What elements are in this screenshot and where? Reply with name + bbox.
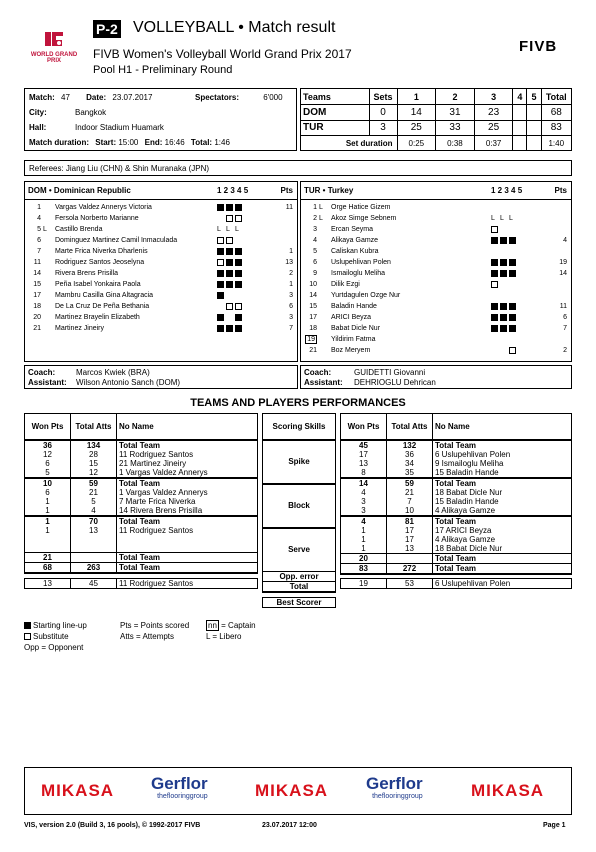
player-name: Caliskan Kubra [331,248,379,255]
match-info [24,88,297,151]
event-name: FIVB Women's Volleyball World Grand Prix 2017 [93,47,352,61]
player-points: 11 [559,303,567,310]
substitute-square-icon [491,226,498,233]
player-number: 18 [33,303,41,310]
player-name: Dilik Ezgi [331,281,360,288]
player-row [25,269,297,279]
player-row [25,214,297,224]
team-total-row: 10 59 Total Team [25,478,258,488]
player-sets [491,335,518,345]
hall-row [29,123,164,132]
player-points: 4 [563,237,567,244]
starting-square-icon [500,237,507,244]
assistant-row: Assistant: Wilson Antonio Sanch (DOM) [28,378,181,387]
substitute-square-icon [226,215,233,222]
player-row: 1 4 14 Rivera Brens Prisilla [25,506,258,516]
player-row [301,203,571,213]
start-label: Start: [95,138,117,147]
player-row [25,313,297,323]
player-sets [217,258,244,268]
player-number: 20 [33,314,41,321]
player-sets [217,313,244,323]
starting-square-icon [235,259,242,266]
player-name: ARICI Beyza [331,314,372,321]
player-number: 9 [313,270,317,277]
total-row: 68 263 Total Team [25,563,258,574]
player-sets [217,214,244,224]
best-scorer-row: 19 53 6 Uslupehlivan Polen [341,579,572,589]
opp_error-row: 20 Total Team [341,553,572,563]
substitute-square-icon [217,259,224,266]
player-points: 6 [563,314,567,321]
skill-name: Total [263,582,336,593]
starting-square-icon [500,325,507,332]
spectators-label: Spectators: [195,93,240,102]
player-row [25,544,258,553]
player-points: 2 [563,347,567,354]
player-sets [491,225,518,235]
player-number: 5 [37,226,41,233]
starting-square-icon [500,314,507,321]
player-sets [217,203,244,213]
player-sets [491,203,518,213]
substitute-square-icon [217,237,224,244]
player-number: 4 [37,215,41,222]
starting-square-icon [235,204,242,211]
starting-square-icon [500,270,507,277]
roster-pts-header: Pts [280,186,293,195]
player-sets [217,302,244,312]
skill-name: Best Scorer [263,597,336,607]
score-header-row: Teams Sets 1 2 3 4 5 Total [301,89,571,105]
starting-square-icon [217,204,224,211]
player-row [301,291,571,301]
page-title: VOLLEYBALL • Match result [133,19,336,36]
coach-row: Coach: Marcos Kwiek (BRA) [28,368,150,377]
starting-square-icon [235,314,242,321]
player-row: 5 12 1 Vargas Valdez Annerys [25,468,258,478]
document-code: P-2 [93,20,121,38]
duration-label: Match duration: [29,138,89,147]
skills-header: Scoring Skills [263,414,336,440]
player-number: 7 [37,248,41,255]
libero-mark: L [235,226,239,233]
legend-opponent: Opp = Opponent [24,643,84,652]
duration-row [29,138,230,147]
player-number: 14 [33,270,41,277]
player-points: 1 [289,281,293,288]
performance-header: Won Pts Total Atts No Name [341,414,572,440]
player-number: 11 [33,259,41,266]
starting-square-icon [491,314,498,321]
spectators-count: 6'000 [263,93,283,102]
coach-box-dom [24,365,298,389]
skill-name: Block [263,484,336,528]
performance-header: Won Pts Total Atts No Name [25,414,258,440]
performance-right-table [340,413,572,589]
legend-substitute: Substitute [24,632,69,641]
skill-name: Opp. error [263,572,336,582]
player-row: 1 13 11 Rodriguez Santos [25,526,258,535]
starting-square-icon [235,281,242,288]
wgp-logo-icon [43,28,65,50]
player-libero: L [319,215,323,222]
wgp-logo-text: WORLD GRAND PRIX [30,52,78,64]
starting-square-icon [217,270,224,277]
mikasa-logo: MIKASA [41,781,115,800]
libero-mark: L [500,215,504,222]
player-number: 15 [309,303,317,310]
set-duration-row: Set duration 0:25 0:38 0:37 1:40 [301,136,571,152]
player-sets [217,324,244,334]
player-name: Babat Dicle Nur [331,325,381,332]
player-name: Rivera Brens Prisilla [55,270,119,277]
player-row [301,247,571,257]
starting-square-icon [509,325,516,332]
score-table [300,88,572,151]
player-row [301,346,571,356]
starting-square-icon [509,303,516,310]
player-sets [491,324,518,334]
substitute-square-icon [235,303,242,310]
starting-square-icon [500,303,507,310]
player-name: Mambru Casilla Gina Altagracia [55,292,154,299]
gerflor-logo: Gerflor theflooringgroup [366,774,423,800]
player-sets [217,247,244,257]
roster-title: DOM • Dominican Republic [28,186,131,195]
wgp-logo [27,28,81,74]
player-number: 17 [309,314,317,321]
city-row [29,108,107,117]
starting-square-icon [509,270,516,277]
player-sets [491,269,518,279]
player-row [25,324,297,334]
score-row-tur: TUR 3 25 33 25 83 [301,120,571,136]
player-number: 3 [313,226,317,233]
spectators-row [195,93,283,102]
player-number: 15 [33,281,41,288]
roster-dom [24,181,298,362]
starting-square-icon [491,270,498,277]
player-number: 14 [309,292,317,299]
starting-square-icon [217,281,224,288]
player-row: 3 7 15 Baladin Hande [341,497,572,506]
player-sets [491,214,518,224]
hall-value: Indoor Stadium Huamark [75,123,164,132]
player-number: 21 [309,347,317,354]
player-libero: L [319,204,323,211]
starting-square-icon [217,248,224,255]
city-label: City: [29,108,47,117]
player-row: 1 17 17 ARICI Beyza [341,526,572,535]
player-points: 13 [285,259,293,266]
player-number: 19 [307,336,315,343]
fivb-logo [519,38,557,55]
player-row: 3 10 4 Alikaya Gamze [341,506,572,516]
player-row [301,236,571,246]
mikasa-logo: MIKASA [471,781,545,800]
player-row [301,269,571,279]
player-sets [217,269,244,279]
starting-square-icon [491,259,498,266]
player-row [301,313,571,323]
team-total-row: 14 59 Total Team [341,478,572,488]
footer-page: Page 1 [543,822,566,829]
starting-square-icon [226,325,233,332]
player-row [25,203,297,213]
starting-square-icon [24,622,31,629]
total-label: Total: [190,138,213,147]
player-name: Yildirim Fatma [331,336,376,343]
player-row [301,225,571,235]
player-number: 17 [33,292,41,299]
player-name: Martinez Jineiry [55,325,105,332]
legend-attempts: Atts = Attempts [120,632,175,641]
player-points: 2 [289,270,293,277]
legend-starting: Starting line-up [24,621,87,630]
player-name: Alikaya Gamze [331,237,379,244]
starting-square-icon [226,204,233,211]
performance-left-table [24,413,258,589]
libero-mark: L [217,226,221,233]
player-name: Rodriguez Santos Jeoselyna [55,259,145,266]
roster-sets-header: 1 2 3 4 5 [491,186,523,195]
assistant-row: Assistant: DEHRIOGLU Dehrican [304,378,436,387]
player-row [25,535,258,544]
player-sets [217,225,244,235]
player-name: Martinez Brayelin Elizabeth [55,314,140,321]
player-row: 17 36 6 Uslupehlivan Polen [341,450,572,459]
starting-square-icon [235,325,242,332]
starting-square-icon [500,259,507,266]
player-name: Marte Frica Niverka Dharlenis [55,248,148,255]
player-number: 4 [313,237,317,244]
player-row: 1 13 18 Babat Dicle Nur [341,544,572,554]
player-number: 5 [313,248,317,255]
player-sets [491,280,518,290]
gerflor-logo: Gerflor theflooringgroup [151,774,208,800]
libero-mark: L [226,226,230,233]
starting-square-icon [491,303,498,310]
skill-name: Serve [263,528,336,572]
player-points: 14 [559,270,567,277]
skill-name: Spike [263,440,336,484]
team-total-row: 45 132 Total Team [341,440,572,450]
substitute-square-icon [226,303,233,310]
player-points: 7 [289,325,293,332]
end-label: End: [144,138,163,147]
player-number: 2 [313,215,317,222]
starting-square-icon [235,270,242,277]
player-name: Ismailoglu Meliha [331,270,386,277]
player-row [301,258,571,268]
player-number: 21 [33,325,41,332]
player-name: Castillo Brenda [55,226,103,233]
player-row [301,335,571,345]
player-libero: L [43,226,47,233]
player-name: Yurtdagulen Ozge Nur [331,292,401,299]
player-row [25,247,297,257]
footer-timestamp: 23.07.2017 12:00 [262,822,317,829]
legend-points: Pts = Points scored [120,621,190,630]
starting-square-icon [509,259,516,266]
player-name: Fersola Norberto Marianne [55,215,139,222]
coach-box-tur [300,365,572,389]
player-row [25,302,297,312]
substitute-square-icon [235,215,242,222]
player-row [25,291,297,301]
player-row: 8 35 15 Baladin Hande [341,468,572,478]
player-row [301,280,571,290]
player-number: 18 [309,325,317,332]
player-row [301,324,571,334]
player-points: 1 [289,248,293,255]
starting-square-icon [217,314,224,321]
player-row: 4 21 18 Babat Dicle Nur [341,488,572,497]
player-row [25,280,297,290]
player-sets [491,247,518,257]
player-name: De La Cruz De Peña Bethania [55,303,150,310]
player-name: Baladin Hande [331,303,377,310]
performance-title: TEAMS AND PLAYERS PERFORMANCES [190,397,406,409]
mikasa-logo: MIKASA [255,781,329,800]
total-row: 83 272 Total Team [341,563,572,574]
player-sets [491,346,518,356]
starting-square-icon [235,248,242,255]
player-number: 1 [313,204,317,211]
player-sets [491,258,518,268]
player-row [301,302,571,312]
match-row [29,93,152,102]
fivb-logo-text: FIVB [519,38,558,55]
team-total-row: 4 81 Total Team [341,516,572,526]
team-total-row: 1 70 Total Team [25,516,258,526]
starting-square-icon [226,270,233,277]
roster-sets-header: 1 2 3 4 5 [217,186,249,195]
player-name: Uslupehlivan Polen [331,259,391,266]
match-label: Match: [29,93,55,102]
starting-square-icon [509,237,516,244]
player-points: 6 [289,303,293,310]
player-row [301,214,571,224]
player-row: 12 28 11 Rodriguez Santos [25,450,258,459]
start-time: 15:00 [118,138,139,147]
player-row: 6 15 21 Martinez Jineiry [25,459,258,468]
player-points: 3 [289,314,293,321]
roster-tur [300,181,572,362]
player-points: 3 [289,292,293,299]
coach-row: Coach: GUIDETTI Giovanni [304,368,426,377]
referees: Referees: Jiang Liu (CHN) & Shin Muranaka (JPN) [24,160,572,176]
starting-square-icon [491,237,498,244]
match-number: 47 [61,93,70,102]
starting-square-icon [509,314,516,321]
substitute-square-icon [509,347,516,354]
legend-captain: nn = Captain [208,621,256,630]
substitute-square-icon [24,633,31,640]
starting-square-icon [226,248,233,255]
best-scorer-row: 13 45 11 Rodriguez Santos [25,578,258,588]
score-row-dom: DOM 0 14 31 23 68 [301,105,571,121]
player-number: 10 [309,281,317,288]
player-name: Akoz Simge Sebnem [331,215,397,222]
player-name: Vargas Valdez Annerys Victoria [55,204,152,211]
starting-square-icon [491,325,498,332]
end-time: 16:46 [164,138,185,147]
starting-square-icon [226,281,233,288]
performance-skills-table [262,413,336,608]
player-row: 6 21 1 Vargas Valdez Annerys [25,488,258,497]
libero-mark: L [509,215,513,222]
footer-version: VIS, version 2.0 (Build 3, 16 pools), © 1992-2017 FIVB [24,822,201,829]
player-row: 13 34 9 Ismailoglu Meliha [341,459,572,468]
team-total-row: 36 134 Total Team [25,440,258,450]
player-row: 1 17 4 Alikaya Gamze [341,535,572,544]
player-row [25,225,297,235]
player-points: 19 [559,259,567,266]
match-date: 23.07.2017 [112,93,153,102]
roster-title: TUR • Turkey [304,186,354,195]
starting-square-icon [217,292,224,299]
city-value: Bangkok [75,108,107,117]
player-row: 1 5 7 Marte Frica Niverka [25,497,258,506]
player-number: 6 [37,237,41,244]
date-label: Date: [86,93,107,102]
player-name: Orge Hatice Gizem [331,204,391,211]
starting-square-icon [226,259,233,266]
substitute-square-icon [491,281,498,288]
player-name: Ercan Seyma [331,226,374,233]
legend-libero: L = Libero [206,632,242,641]
starting-square-icon [217,325,224,332]
player-row [25,236,297,246]
player-sets [217,236,244,246]
player-sets [491,313,518,323]
player-name: Boz Meryem [331,347,371,354]
player-name: Peña Isabel Yonkaira Paola [55,281,141,288]
player-points: 11 [285,204,293,211]
total-time: 1:46 [214,138,230,147]
roster-pts-header: Pts [554,186,567,195]
sponsor-banner [24,767,572,815]
player-number: 1 [37,204,41,211]
hall-label: Hall: [29,123,47,132]
opp_error-row: 21 Total Team [25,553,258,563]
libero-mark: L [491,215,495,222]
player-sets [217,280,244,290]
substitute-square-icon [226,237,233,244]
pool-name: Pool H1 - Preliminary Round [93,64,233,76]
player-number: 6 [313,259,317,266]
player-row [25,258,297,268]
player-sets [491,236,518,246]
player-points: 7 [563,325,567,332]
player-name: Dominguez Martinez Camil Inmaculada [55,237,178,244]
player-sets [491,291,518,301]
player-sets [491,302,518,312]
player-sets [217,291,244,301]
